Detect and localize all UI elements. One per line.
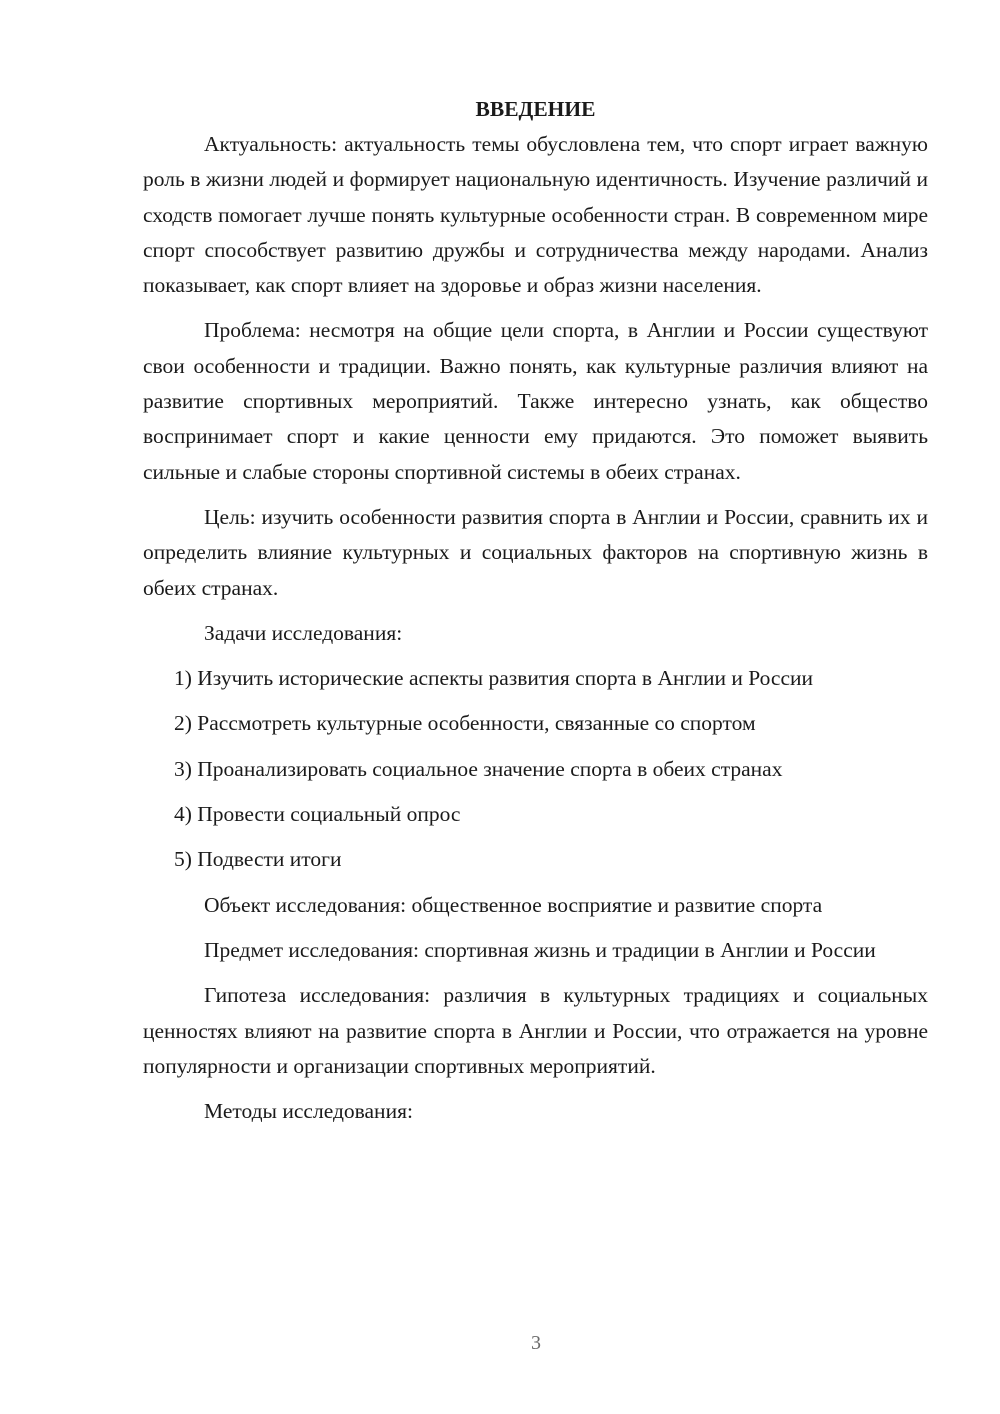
page-number: 3 bbox=[531, 1332, 541, 1354]
subject-paragraph: Предмет исследования: спортивная жизнь и традиции в Англии и России bbox=[204, 937, 876, 962]
methods-heading: Методы исследования: bbox=[204, 1099, 413, 1124]
section-title: ВВЕДЕНИЕ bbox=[475, 97, 596, 121]
list-item: 5) Подвести итоги bbox=[174, 847, 342, 872]
hypothesis-paragraph: Гипотеза исследования: различия в культурных традициях и социальных ценностях влияют на развитие спорта в Англии и России, что отражается на уровне популярности и организации спортивных мероприятий. bbox=[143, 983, 928, 1078]
list-item: 3) Проанализировать социальное значение спорта в обеих странах bbox=[174, 756, 783, 781]
tasks-heading: Задачи исследования: bbox=[204, 620, 403, 645]
list-item: 4) Провести социальный опрос bbox=[174, 802, 461, 827]
list-item: 1) Изучить исторические аспекты развития спорта в Англии и России bbox=[174, 666, 814, 691]
document-page bbox=[143, 92, 928, 1139]
tasks-list bbox=[143, 661, 928, 877]
goal-paragraph: Цель: изучить особенности развития спорта в Англии и России, сравнить их и определить влияние культурных и социальных факторов на спортивную жизнь в обеих странах. bbox=[143, 504, 928, 600]
object-line: Объект исследования: общественное восприятие и развитие спорта bbox=[204, 892, 823, 917]
problem-paragraph: Проблема: несмотря на общие цели спорта, в Англии и России существуют свои особенности и традиции. Важно понять, как культурные различия влияют на развитие спортивных мероприятий. Также интересно узнать, как общество воспринимает спорт и какие ценности ему придаются. Это поможет выявить сильные и слабые стороны спортивной системы в обеих странах. bbox=[143, 318, 928, 484]
list-item: 2) Рассмотреть культурные особенности, связанные со спортом bbox=[174, 711, 756, 736]
relevance-paragraph: Актуальность: актуальность темы обусловлена тем, что спорт играет важную роль в жизни людей и формирует национальную идентичность. Изучение различий и сходств помогает лучше понять культурные особенности стран. В современном мире спорт способствует развитию дружбы и сотрудничества между народами. Анализ показывает, как спорт влияет на здоровье и образ жизни населения. bbox=[143, 132, 928, 298]
